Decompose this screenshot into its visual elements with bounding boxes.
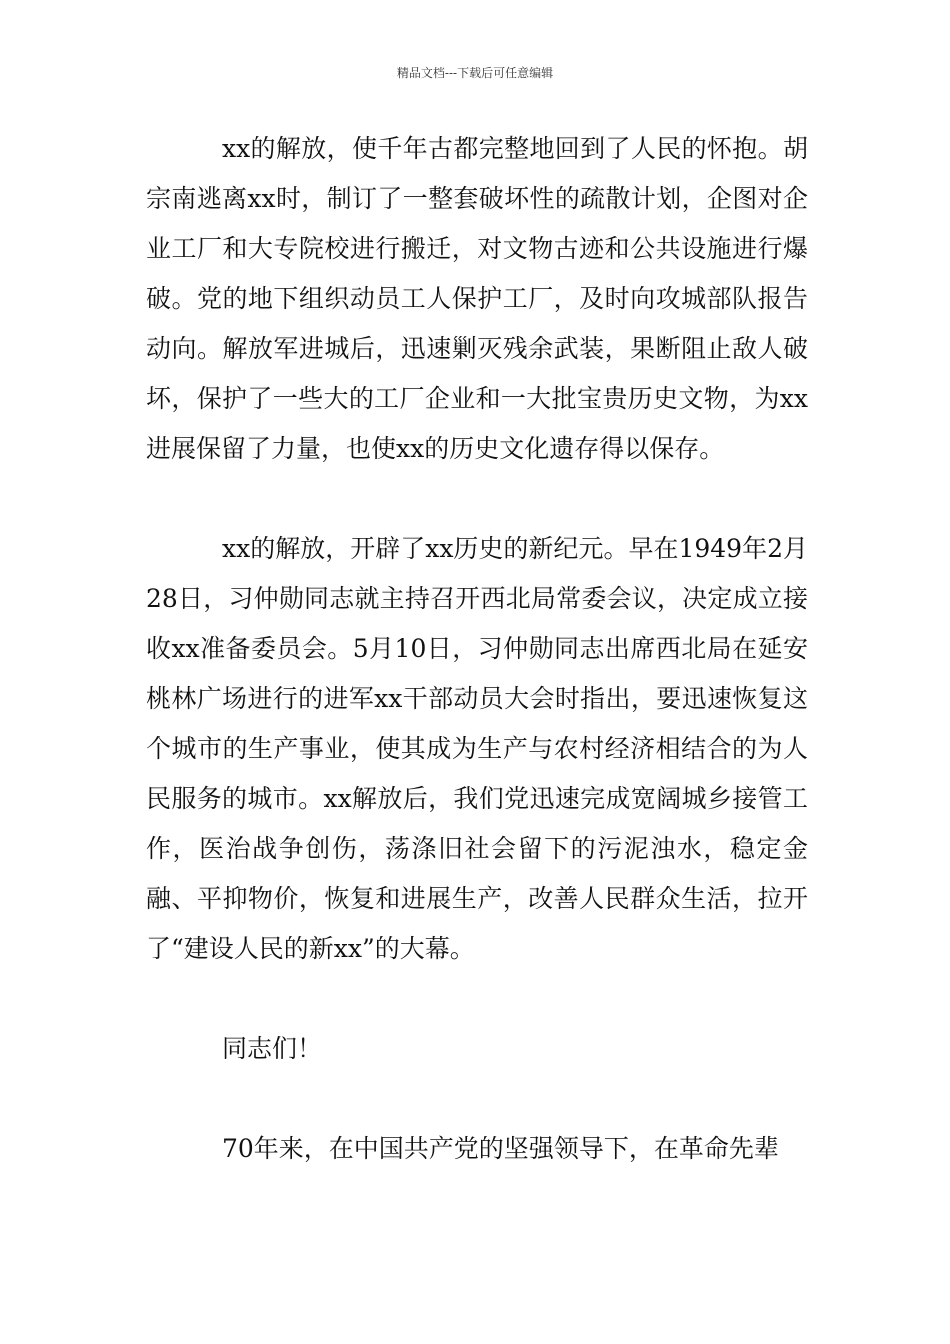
paragraph-seventy-years: 70年来，在中国共产党的坚强领导下，在革命先辈 — [222, 1134, 779, 1163]
paragraph-gap — [146, 474, 808, 524]
document-body — [146, 124, 808, 1174]
paragraph-salutation: 同志们！ — [222, 1034, 323, 1063]
page-header: 精品文档---下载后可任意编辑 — [396, 66, 554, 80]
paragraph-new-era: xx的解放，开辟了xx历史的新纪元。早在1949年2月28日，习仲勋同志就主持召开西北局常委会议，决定成立接收xx准备委员会。5月10日，习仲勋同志出席西北局在延安桃林广场进行的进军xx干部动员大会时指出，要迅速恢复这个城市的生产事业，使其成为生产与农村经济相结合的为人民服务的城市。xx解放后，我们党迅速完成宽阔城乡接管工作，医治战争创伤，荡涤旧社会留下的污泥浊水，稳定金融、平抑物价，恢复和进展生产，改善人民群众生活，拉开了“建设人民的新xx”的大幕。 — [146, 534, 808, 963]
paragraph-gap — [146, 974, 808, 1024]
paragraph-liberation-preservation: xx的解放，使千年古都完整地回到了人民的怀抱。胡宗南逃离xx时，制订了一整套破坏性的疏散计划，企图对企业工厂和大专院校进行搬迁，对文物古迹和公共设施进行爆破。党的地下组织动员工人保护工厂，及时向攻城部队报告动向。解放军进城后，迅速剿灭残余武装，果断阻止敌人破坏，保护了一些大的工厂企业和一大批宝贵历史文物，为xx进展保留了力量，也使xx的历史文化遗存得以保存。 — [146, 134, 808, 463]
paragraph-gap — [146, 1074, 808, 1124]
